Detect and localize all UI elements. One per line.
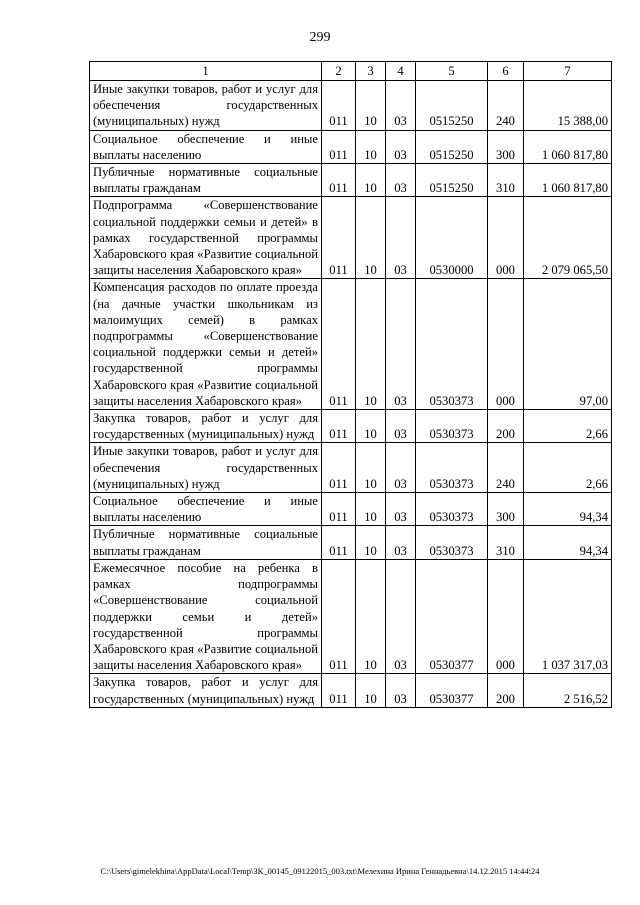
row-description: Закупка товаров, работ и услуг для государственных (муниципальных) нужд bbox=[90, 674, 322, 707]
target-article-code: 0530373 bbox=[416, 493, 488, 526]
budget-table bbox=[89, 61, 612, 708]
ministry-code: 011 bbox=[322, 164, 356, 197]
section-code: 10 bbox=[356, 197, 386, 279]
table-row bbox=[90, 410, 612, 443]
subsection-code: 03 bbox=[386, 559, 416, 673]
table-row bbox=[90, 81, 612, 131]
column-header: 1 bbox=[90, 62, 322, 81]
table-header-row bbox=[90, 62, 612, 81]
expense-type-code: 300 bbox=[488, 493, 524, 526]
subsection-code: 03 bbox=[386, 526, 416, 559]
expense-type-code: 240 bbox=[488, 81, 524, 131]
expense-type-code: 240 bbox=[488, 443, 524, 493]
ministry-code: 011 bbox=[322, 674, 356, 707]
ministry-code: 011 bbox=[322, 526, 356, 559]
table-row bbox=[90, 130, 612, 163]
subsection-code: 03 bbox=[386, 279, 416, 410]
subsection-code: 03 bbox=[386, 443, 416, 493]
section-code: 10 bbox=[356, 559, 386, 673]
section-code: 10 bbox=[356, 526, 386, 559]
expense-type-code: 000 bbox=[488, 279, 524, 410]
amount-value: 1 060 817,80 bbox=[524, 164, 612, 197]
amount-value: 1 037 317,03 bbox=[524, 559, 612, 673]
section-code: 10 bbox=[356, 164, 386, 197]
amount-value: 2,66 bbox=[524, 410, 612, 443]
target-article-code: 0530373 bbox=[416, 410, 488, 443]
table-row bbox=[90, 493, 612, 526]
amount-value: 15 388,00 bbox=[524, 81, 612, 131]
row-description: Закупка товаров, работ и услуг для государственных (муниципальных) нужд bbox=[90, 410, 322, 443]
subsection-code: 03 bbox=[386, 164, 416, 197]
row-description: Ежемесячное пособие на ребенка в рамках подпрограммы «Совершенствование социальной поддержки семьи и детей» государственной программы Хабаровского края «Развитие социальной защиты населения Хабаровского края» bbox=[90, 559, 322, 673]
row-description: Подпрограмма «Совершенствование социальной поддержки семьи и детей» в рамках государственной программы Хабаровского края «Развитие социальной защиты населения Хабаровского края» bbox=[90, 197, 322, 279]
row-description: Социальное обеспечение и иные выплаты населению bbox=[90, 130, 322, 163]
subsection-code: 03 bbox=[386, 410, 416, 443]
column-header: 7 bbox=[524, 62, 612, 81]
table-row bbox=[90, 443, 612, 493]
row-description: Компенсация расходов по оплате проезда (на дачные участки школьникам из малоимущих семей) в рамках подпрограммы «Совершенствование социальной поддержки семьи и детей» государственной программы Хабаровского края «Развитие социальной защиты населения Хабаровского края» bbox=[90, 279, 322, 410]
column-header: 2 bbox=[322, 62, 356, 81]
target-article-code: 0530373 bbox=[416, 526, 488, 559]
section-code: 10 bbox=[356, 443, 386, 493]
target-article-code: 0530373 bbox=[416, 443, 488, 493]
table-row bbox=[90, 559, 612, 673]
target-article-code: 0515250 bbox=[416, 130, 488, 163]
column-header: 5 bbox=[416, 62, 488, 81]
subsection-code: 03 bbox=[386, 130, 416, 163]
ministry-code: 011 bbox=[322, 410, 356, 443]
row-description: Публичные нормативные социальные выплаты гражданам bbox=[90, 164, 322, 197]
column-header: 4 bbox=[386, 62, 416, 81]
amount-value: 94,34 bbox=[524, 493, 612, 526]
section-code: 10 bbox=[356, 130, 386, 163]
column-header: 6 bbox=[488, 62, 524, 81]
subsection-code: 03 bbox=[386, 674, 416, 707]
expense-type-code: 200 bbox=[488, 410, 524, 443]
amount-value: 97,00 bbox=[524, 279, 612, 410]
target-article-code: 0530000 bbox=[416, 197, 488, 279]
expense-type-code: 310 bbox=[488, 164, 524, 197]
ministry-code: 011 bbox=[322, 559, 356, 673]
table-row bbox=[90, 674, 612, 707]
amount-value: 2 079 065,50 bbox=[524, 197, 612, 279]
amount-value: 1 060 817,80 bbox=[524, 130, 612, 163]
ministry-code: 011 bbox=[322, 279, 356, 410]
expense-type-code: 200 bbox=[488, 674, 524, 707]
ministry-code: 011 bbox=[322, 493, 356, 526]
row-description: Иные закупки товаров, работ и услуг для обеспечения государственных (муниципальных) нужд bbox=[90, 81, 322, 131]
expense-type-code: 000 bbox=[488, 197, 524, 279]
table-row bbox=[90, 164, 612, 197]
expense-type-code: 000 bbox=[488, 559, 524, 673]
target-article-code: 0530377 bbox=[416, 559, 488, 673]
ministry-code: 011 bbox=[322, 443, 356, 493]
section-code: 10 bbox=[356, 674, 386, 707]
target-article-code: 0515250 bbox=[416, 81, 488, 131]
target-article-code: 0530377 bbox=[416, 674, 488, 707]
ministry-code: 011 bbox=[322, 130, 356, 163]
section-code: 10 bbox=[356, 279, 386, 410]
page-number: 299 bbox=[309, 30, 331, 45]
table-row bbox=[90, 279, 612, 410]
amount-value: 2 516,52 bbox=[524, 674, 612, 707]
column-header: 3 bbox=[356, 62, 386, 81]
row-description: Социальное обеспечение и иные выплаты населению bbox=[90, 493, 322, 526]
table-row bbox=[90, 197, 612, 279]
section-code: 10 bbox=[356, 493, 386, 526]
amount-value: 94,34 bbox=[524, 526, 612, 559]
section-code: 10 bbox=[356, 81, 386, 131]
target-article-code: 0530373 bbox=[416, 279, 488, 410]
section-code: 10 bbox=[356, 410, 386, 443]
amount-value: 2,66 bbox=[524, 443, 612, 493]
row-description: Публичные нормативные социальные выплаты гражданам bbox=[90, 526, 322, 559]
ministry-code: 011 bbox=[322, 197, 356, 279]
target-article-code: 0515250 bbox=[416, 164, 488, 197]
ministry-code: 011 bbox=[322, 81, 356, 131]
row-description: Иные закупки товаров, работ и услуг для обеспечения государственных (муниципальных) нужд bbox=[90, 443, 322, 493]
subsection-code: 03 bbox=[386, 81, 416, 131]
file-path-footer: C:\Users\gimelekhina\AppData\Local\Temp\ЗК_00145_09122015_003.txt\Мелехина Ирина Геннадьевна\14.12.2015 14:44:24 bbox=[100, 866, 540, 876]
table-row bbox=[90, 526, 612, 559]
expense-type-code: 310 bbox=[488, 526, 524, 559]
subsection-code: 03 bbox=[386, 493, 416, 526]
expense-type-code: 300 bbox=[488, 130, 524, 163]
subsection-code: 03 bbox=[386, 197, 416, 279]
